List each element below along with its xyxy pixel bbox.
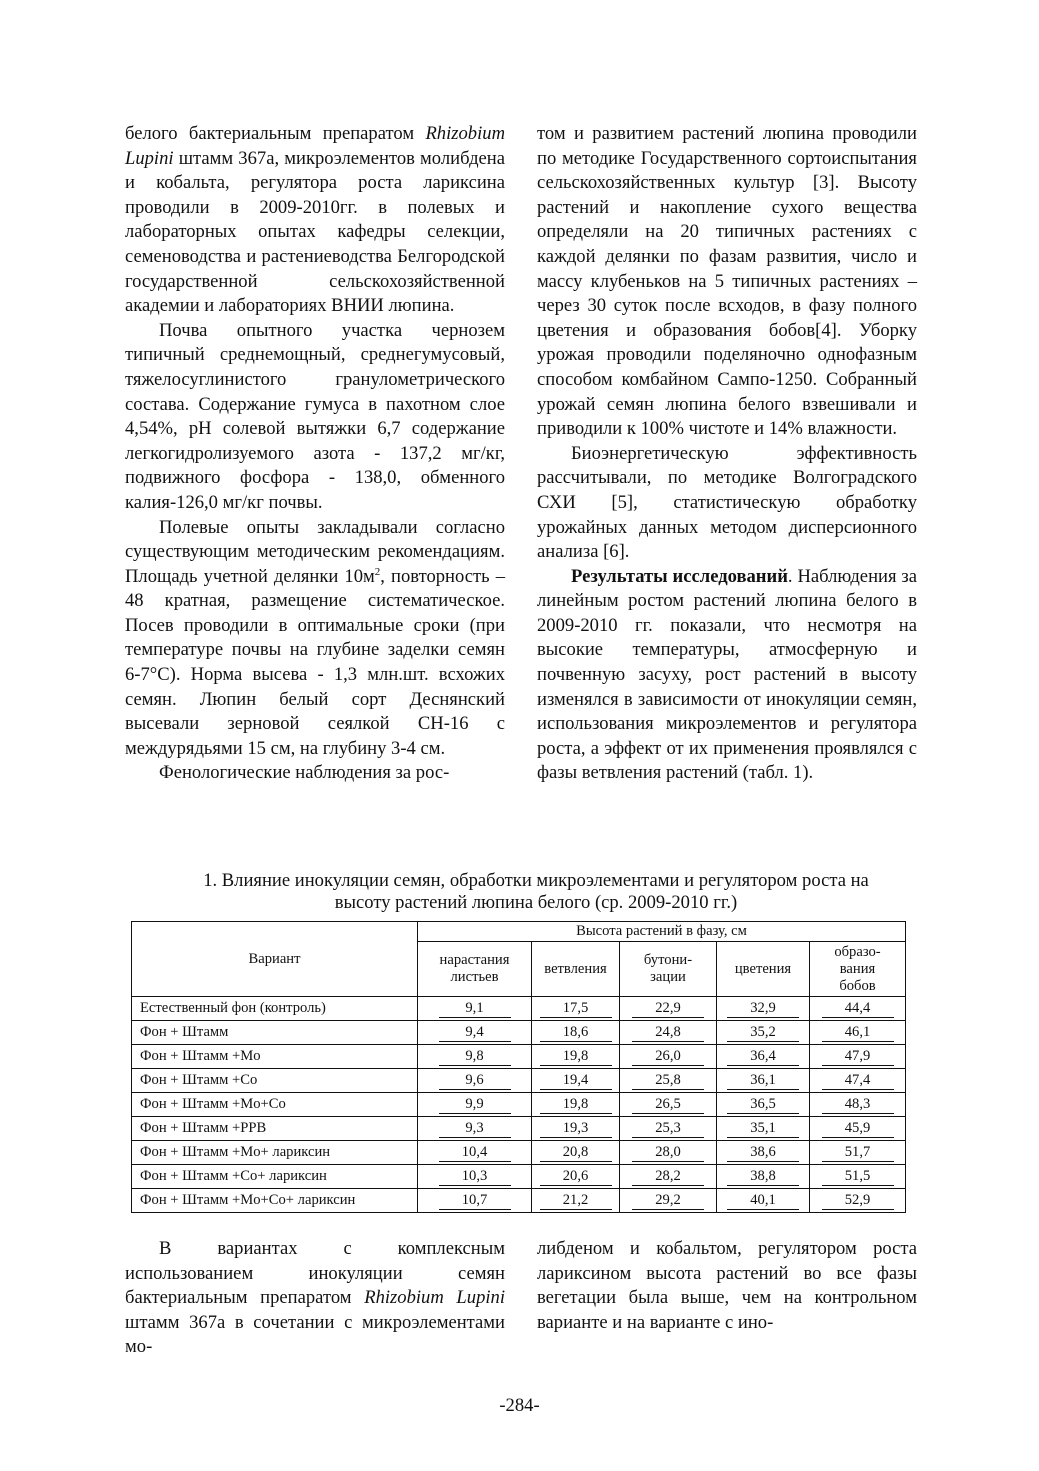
value-cell — [717, 1045, 810, 1069]
text-fragment: В вариантах с комплексным использованием инокуляции семян бактериальным препаратом — [125, 1238, 505, 1309]
variant-cell: Фон + Штамм +Mo — [132, 1045, 418, 1069]
table-row — [132, 1117, 906, 1141]
value-text: 9,6 — [439, 1072, 511, 1090]
paragraph-bioenergetic: Биоэнергетическую эффективность рассчитывали, по методике Волгоградского СХИ [5], статистическую обработку урожайных данных методом дисперсионного анализа [6]. — [537, 442, 917, 563]
value-text: 22,9 — [632, 1000, 704, 1018]
value-cell — [532, 1117, 620, 1141]
value-text: 9,1 — [439, 1000, 511, 1018]
paragraph-methods-intro — [125, 122, 505, 319]
value-cell — [810, 1141, 906, 1165]
left-column-top — [125, 122, 505, 786]
value-cell — [620, 1189, 717, 1213]
value-text: 35,2 — [727, 1024, 799, 1042]
table-row — [132, 1165, 906, 1189]
paragraph-discussion-cont: либденом и кобальтом, регулятором роста лариксином высота растений во все фазы вегетации была выше, чем на контрольном варианте и на варианте с ино- — [537, 1238, 917, 1333]
superscript: 2 — [374, 565, 381, 578]
header-flowering: цветения — [717, 942, 810, 997]
table-row — [132, 997, 906, 1021]
value-text: 28,0 — [632, 1144, 704, 1162]
table-row — [132, 1045, 906, 1069]
value-text: 51,5 — [822, 1168, 894, 1186]
value-text: 47,9 — [822, 1048, 894, 1066]
value-cell — [717, 997, 810, 1021]
value-text: 10,4 — [439, 1144, 511, 1162]
header-variant: Вариант — [132, 922, 418, 997]
value-text: 19,4 — [540, 1072, 612, 1090]
value-cell — [620, 1117, 717, 1141]
value-cell — [717, 1069, 810, 1093]
species-name: Rhizobium Lupini — [364, 1287, 505, 1309]
text-fragment: штамм 367а в сочетании с микроэлементами мо- — [125, 1311, 505, 1358]
value-cell — [620, 1141, 717, 1165]
value-cell — [717, 1117, 810, 1141]
value-cell — [532, 1093, 620, 1117]
value-cell — [717, 1165, 810, 1189]
table-body — [132, 997, 906, 1213]
value-text: 26,5 — [632, 1096, 704, 1114]
value-text: 26,0 — [632, 1048, 704, 1066]
value-cell — [532, 1165, 620, 1189]
value-cell — [620, 1045, 717, 1069]
value-cell — [810, 1117, 906, 1141]
value-cell — [810, 1069, 906, 1093]
value-cell — [620, 997, 717, 1021]
paragraph-results — [537, 565, 917, 786]
header-branching: ветвления — [532, 942, 620, 997]
value-text: 36,1 — [727, 1072, 799, 1090]
table-row — [132, 1021, 906, 1045]
value-text: 21,2 — [540, 1192, 612, 1210]
value-text: 18,6 — [540, 1024, 612, 1042]
value-cell — [620, 1165, 717, 1189]
value-cell — [418, 1117, 532, 1141]
variant-cell: Фон + Штамм +РРВ — [132, 1117, 418, 1141]
value-cell — [532, 1021, 620, 1045]
value-cell — [532, 1069, 620, 1093]
value-cell — [532, 1189, 620, 1213]
paragraph-soil: Почва опытного участка чернозем типичный среднемощный, среднегумусовый, тяжелосуглинистого гранулометрического состава. Содержание гумуса в пахотном слое 4,54%, pH солевой вытяжки 6,7 содержание легкогидролизуемого азота - 137,2 мг/кг, подвижного фосфора - 138,0, обменного калия-126,0 мг/кг почвы. — [125, 319, 505, 513]
value-cell — [418, 1045, 532, 1069]
variant-cell: Фон + Штамм +Co — [132, 1069, 418, 1093]
value-cell — [717, 1021, 810, 1045]
header-group: Высота растений в фазу, см — [418, 922, 906, 942]
value-text: 20,6 — [540, 1168, 612, 1186]
value-text: 44,4 — [822, 1000, 894, 1018]
value-cell — [810, 997, 906, 1021]
value-text: 45,9 — [822, 1120, 894, 1138]
value-cell — [620, 1069, 717, 1093]
variant-cell: Фон + Штамм +Mo+ лариксин — [132, 1141, 418, 1165]
value-text: 29,2 — [632, 1192, 704, 1210]
variant-cell: Естественный фон (контроль) — [132, 997, 418, 1021]
paragraph-discussion — [125, 1237, 505, 1360]
value-cell — [717, 1093, 810, 1117]
value-text: 10,3 — [439, 1168, 511, 1186]
value-text: 20,8 — [540, 1144, 612, 1162]
value-text: 19,8 — [540, 1096, 612, 1114]
value-text: 24,8 — [632, 1024, 704, 1042]
text-fragment: , повторность – 48 кратная, размещение систематическое. Посев проводили в оптимальные сроки (при температуре почвы на глубине заделки семян 6-7°С). Норма высева - 1,3 млн.шт. всхожих семян. Люпин белый сорт Деснянский высевали зерновой сеялкой СН-16 с междурядьями 15 см, на глубину 3-4 см. — [125, 565, 505, 759]
value-text: 9,3 — [439, 1120, 511, 1138]
value-cell — [418, 1021, 532, 1045]
value-cell — [418, 1093, 532, 1117]
text-fragment: . Наблюдения за линейным ростом растений люпина белого в 2009-2010 гг. показали, что несмотря на высокие температуры, атмосферную и почвенную засуху, рост растений в высоту изменялся в зависимости от инокуляции семян, использования микроэлементов и регулятора роста, а эффект от их применения проявлялся с фазы ветвления растений (табл. 1). — [537, 565, 917, 784]
value-text: 9,4 — [439, 1024, 511, 1042]
right-column-top — [537, 122, 917, 786]
value-text: 19,8 — [540, 1048, 612, 1066]
value-text: 36,4 — [727, 1048, 799, 1066]
header-budding: бутони-зации — [620, 942, 717, 997]
text-fragment: штамм 367а, микроэлементов молибдена и кобальта, регулятора роста лариксина проводили в 2009-2010гг. в полевых и лабораторных опытах кафедры селекции, семеноводства и растениеводства Белгородской государственной сельскохозяйственной академии и лабораториях ВНИИ люпина. — [125, 147, 505, 317]
paragraph-phenology-cont: том и развитием растений люпина проводили по методике Государственного сортоиспытания сельскохозяйственных культур [3]. Высоту растений и накопление сухого вещества определяли на 20 типичных растениях с каждой делянки по фазам развития, число и массу клубеньков на 5 типичных растениях – через 30 суток после всходов, в фазу полного цветения и образования бобов[4]. Уборку урожая проводили поделяночно однофазным способом комбайном Сампо-1250. Собранный урожай семян люпина белого взвешивали и приводили к 100% чистоте и 14% влажности. — [537, 123, 917, 440]
value-text: 25,3 — [632, 1120, 704, 1138]
results-heading: Результаты исследований — [571, 565, 788, 587]
value-cell — [418, 1069, 532, 1093]
value-cell — [810, 1165, 906, 1189]
paragraph-field-trials — [125, 516, 505, 762]
species-name: Rhizobium Lupini — [125, 123, 505, 169]
value-cell — [717, 1189, 810, 1213]
value-text: 32,9 — [727, 1000, 799, 1018]
header-bean-formation: образо-вания бобов — [810, 942, 906, 997]
value-cell — [810, 1093, 906, 1117]
value-text: 35,1 — [727, 1120, 799, 1138]
value-cell — [620, 1021, 717, 1045]
value-text: 48,3 — [822, 1096, 894, 1114]
value-text: 38,8 — [727, 1168, 799, 1186]
value-cell — [620, 1093, 717, 1117]
value-cell — [717, 1141, 810, 1165]
value-cell — [810, 1045, 906, 1069]
paragraph-phenology-start: Фенологические наблюдения за рос- — [159, 762, 450, 784]
text-fragment: Полевые опыты закладывали согласно существующим методическим рекомендациям. Площадь учетной делянки 10м — [125, 516, 505, 587]
table-row — [132, 1141, 906, 1165]
value-text: 9,9 — [439, 1096, 511, 1114]
value-cell — [810, 1189, 906, 1213]
header-leaf-growth: нарастания листьев — [418, 942, 532, 997]
value-text: 38,6 — [727, 1144, 799, 1162]
page-number: -284- — [499, 1395, 540, 1416]
caption-line: высоту растений люпина белого (ср. 2009-2010 гг.) — [334, 892, 738, 913]
value-cell — [418, 997, 532, 1021]
table-caption — [130, 870, 942, 914]
value-text: 28,2 — [632, 1168, 704, 1186]
value-cell — [418, 1165, 532, 1189]
value-text: 47,4 — [822, 1072, 894, 1090]
variant-cell: Фон + Штамм +Mo+Co+ лариксин — [132, 1189, 418, 1213]
left-column-bottom — [125, 1237, 505, 1360]
value-text: 46,1 — [822, 1024, 894, 1042]
value-cell — [532, 997, 620, 1021]
table-wrapper — [131, 921, 906, 1213]
value-text: 9,8 — [439, 1048, 511, 1066]
value-text: 52,9 — [822, 1192, 894, 1210]
table-row — [132, 1189, 906, 1213]
text-fragment: белого бактериальным препаратом — [125, 123, 426, 144]
caption-line: 1. Влияние инокуляции семян, обработки микроэлементами и регулятором роста на — [203, 870, 869, 891]
value-cell — [532, 1141, 620, 1165]
table-row — [132, 1093, 906, 1117]
value-cell — [418, 1141, 532, 1165]
value-text: 25,8 — [632, 1072, 704, 1090]
value-text: 36,5 — [727, 1096, 799, 1114]
value-text: 10,7 — [439, 1192, 511, 1210]
value-text: 17,5 — [540, 1000, 612, 1018]
value-text: 19,3 — [540, 1120, 612, 1138]
value-cell — [810, 1021, 906, 1045]
table-row — [132, 1069, 906, 1093]
value-cell — [532, 1045, 620, 1069]
value-cell — [418, 1189, 532, 1213]
value-text: 40,1 — [727, 1192, 799, 1210]
variant-cell: Фон + Штамм +Mo+Co — [132, 1093, 418, 1117]
variant-cell: Фон + Штамм +Co+ лариксин — [132, 1165, 418, 1189]
value-text: 51,7 — [822, 1144, 894, 1162]
plant-height-table — [131, 921, 906, 1213]
right-column-bottom — [537, 1237, 917, 1335]
variant-cell: Фон + Штамм — [132, 1021, 418, 1045]
